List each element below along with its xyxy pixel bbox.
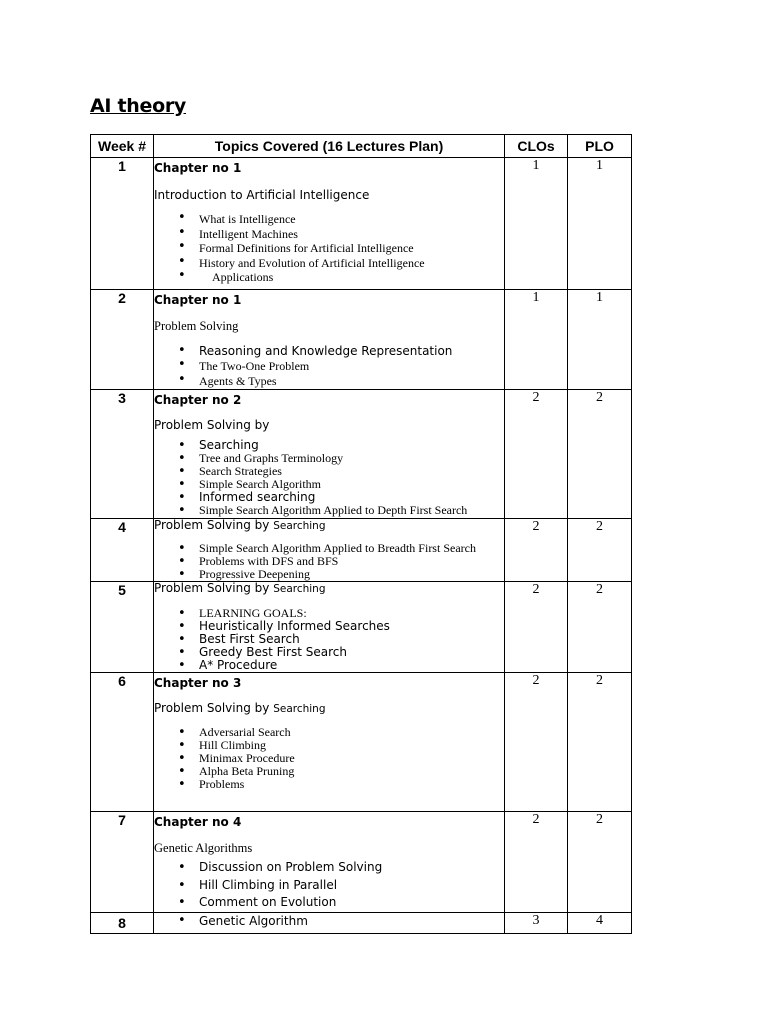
chapter-label: Chapter no 3 xyxy=(154,676,242,690)
list-item: • Formal Definitions for Artificial Intelligence xyxy=(154,241,504,256)
list-item: • Hill Climbing xyxy=(154,739,504,752)
week-number: 6 xyxy=(91,673,154,812)
subtitle-searching: Searching xyxy=(273,520,326,532)
list-item: • LEARNING GOALS: xyxy=(154,607,504,620)
week-number: 1 xyxy=(91,158,154,290)
subtitle-main: Problem Solving by xyxy=(154,701,274,715)
list-item: • Best First Search xyxy=(154,633,504,646)
list-item: • The Two-One Problem xyxy=(154,359,504,374)
topics-cell xyxy=(154,390,505,519)
clos-value: 1 xyxy=(505,158,568,290)
list-item: • Tree and Graphs Terminology xyxy=(154,452,504,465)
header-week: Week # xyxy=(91,135,154,158)
header-plo: PLO xyxy=(568,135,632,158)
week-number: 3 xyxy=(91,390,154,519)
topic-list xyxy=(154,913,504,929)
list-item: • Adversarial Search xyxy=(154,726,504,739)
table-row xyxy=(91,390,632,519)
list-item: • Problems with DFS and BFS xyxy=(154,555,504,568)
list-item: • Agents & Types xyxy=(154,374,504,389)
topic-subtitle: Genetic Algorithms xyxy=(154,841,253,855)
plo-value: 1 xyxy=(568,290,632,390)
topic-subtitle xyxy=(154,582,504,595)
plo-value: 2 xyxy=(568,519,632,582)
list-item: • Intelligent Machines xyxy=(154,227,504,242)
list-item: • Comment on Evolution xyxy=(154,894,504,912)
table-row xyxy=(91,519,632,582)
list-item: • Simple Search Algorithm Applied to Depth First Search xyxy=(154,504,504,517)
page-title: AI theory xyxy=(90,95,186,117)
chapter-label: Chapter no 1 xyxy=(154,161,242,175)
header-clos: CLOs xyxy=(505,135,568,158)
list-item: • Discussion on Problem Solving xyxy=(154,859,504,877)
list-item: • Simple Search Algorithm xyxy=(154,478,504,491)
clos-value: 3 xyxy=(505,912,568,933)
list-item: • History and Evolution of Artificial Intelligence xyxy=(154,256,504,271)
topic-subtitle: Problem Solving xyxy=(154,319,239,333)
topic-list xyxy=(154,439,504,517)
plo-value: 1 xyxy=(568,158,632,290)
topics-cell xyxy=(154,812,505,913)
topic-list xyxy=(154,607,504,672)
list-item: • Search Strategies xyxy=(154,465,504,478)
week-number: 5 xyxy=(91,582,154,673)
topics-cell xyxy=(154,673,505,812)
topics-cell xyxy=(154,519,505,582)
list-item: • A* Procedure xyxy=(154,659,504,672)
list-item: • Simple Search Algorithm Applied to Breadth First Search xyxy=(154,542,504,555)
topic-subtitle: Introduction to Artificial Intelligence xyxy=(154,188,370,202)
topic-list xyxy=(154,212,504,285)
subtitle-main: Problem Solving by xyxy=(154,518,274,532)
topic-list xyxy=(154,542,504,581)
table-row xyxy=(91,582,632,673)
table-row xyxy=(91,812,632,913)
list-item: • Applications xyxy=(154,270,504,285)
clos-value: 2 xyxy=(505,673,568,812)
topic-list xyxy=(154,343,504,388)
list-item: • Reasoning and Knowledge Representation xyxy=(154,343,504,359)
list-item: • What is Intelligence xyxy=(154,212,504,227)
topics-cell xyxy=(154,290,505,390)
topic-list xyxy=(154,859,504,912)
week-number: 7 xyxy=(91,812,154,913)
lecture-plan-table xyxy=(90,134,632,934)
topics-cell xyxy=(154,158,505,290)
chapter-label: Chapter no 2 xyxy=(154,393,242,407)
clos-value: 2 xyxy=(505,519,568,582)
subtitle-searching: Searching xyxy=(273,583,326,595)
list-item: • Searching xyxy=(154,439,504,452)
list-item: • Greedy Best First Search xyxy=(154,646,504,659)
clos-value: 2 xyxy=(505,812,568,913)
list-item: • Genetic Algorithm xyxy=(154,913,504,929)
topic-list xyxy=(154,726,504,791)
plo-value: 2 xyxy=(568,673,632,812)
list-item: • Minimax Procedure xyxy=(154,752,504,765)
table-row xyxy=(91,290,632,390)
topics-cell xyxy=(154,912,505,933)
subtitle-main: Problem Solving by xyxy=(154,581,274,595)
week-number: 8 xyxy=(91,912,154,933)
clos-value: 1 xyxy=(505,290,568,390)
topics-cell xyxy=(154,582,505,673)
topic-subtitle xyxy=(154,519,504,532)
table-row xyxy=(91,912,632,933)
week-number: 4 xyxy=(91,519,154,582)
list-item: • Alpha Beta Pruning xyxy=(154,765,504,778)
list-item: • Problems xyxy=(154,778,504,791)
clos-value: 2 xyxy=(505,582,568,673)
subtitle-searching: Searching xyxy=(273,703,326,715)
clos-value: 2 xyxy=(505,390,568,519)
plo-value: 4 xyxy=(568,912,632,933)
plo-value: 2 xyxy=(568,390,632,519)
list-item: • Hill Climbing in Parallel xyxy=(154,877,504,895)
list-item: • Progressive Deepening xyxy=(154,568,504,581)
table-header-row xyxy=(91,135,632,158)
chapter-label: Chapter no 4 xyxy=(154,815,242,829)
list-item: • Heuristically Informed Searches xyxy=(154,620,504,633)
week-number: 2 xyxy=(91,290,154,390)
topic-subtitle xyxy=(154,700,504,717)
plo-value: 2 xyxy=(568,582,632,673)
header-topics: Topics Covered (16 Lectures Plan) xyxy=(154,135,505,158)
plo-value: 2 xyxy=(568,812,632,913)
table-row xyxy=(91,673,632,812)
topic-subtitle: Problem Solving by xyxy=(154,418,270,432)
table-row xyxy=(91,158,632,290)
list-item: • Informed searching xyxy=(154,491,504,504)
chapter-label: Chapter no 1 xyxy=(154,293,242,307)
